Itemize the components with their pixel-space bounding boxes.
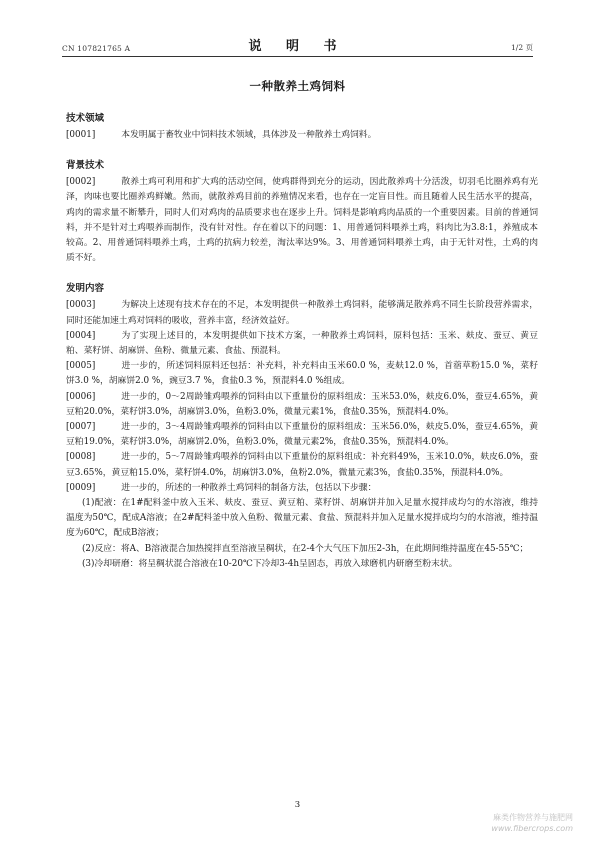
document-type-title: 说 明 书 xyxy=(248,39,347,54)
paragraph-text: 进一步的，3～4周龄雏鸡喂养的饲料由以下重量份的原料组成：玉米56.0%，麸皮5.0%，蚕豆4.65%，黄豆粕19.0%，菜籽饼3.0%，胡麻饼2.0%，鱼粉3.0%，微量元素2%，食盐0.35%，预混料4.0%。 xyxy=(66,422,538,448)
page-number: 3 xyxy=(294,800,301,810)
patent-number: CN 107821765 A xyxy=(62,44,131,53)
paragraph-0003 xyxy=(66,298,538,328)
section-heading-background: 背景技术 xyxy=(66,160,105,172)
paragraph-text: 进一步的，所述的一种散养土鸡饲料的制备方法，包括以下步骤： xyxy=(121,482,377,493)
paragraph-text: 进一步的，5～7周龄雏鸡喂养的饲料由以下重量份的原料组成：补充料49%，玉米10.0%，麸皮6.0%，蚕豆3.65%，黄豆粕15.0%，菜籽饼4.0%，胡麻饼3.0%，鱼粉2.0%，微量元素3%，食盐0.35%，预混料4.0%。 xyxy=(66,452,538,478)
paragraph-number: [0008] xyxy=(66,452,96,463)
preparation-step-3: (3)冷却研磨：将呈稠状混合溶液在10-20℃下冷却3-4h呈固态，再放入球磨机内研磨至粉末状。 xyxy=(82,558,458,569)
watermark-url: www.fibercrops.com xyxy=(491,824,573,833)
page-indicator: 1/2 页 xyxy=(511,43,533,52)
preparation-step-2: (2)反应：将A、B溶液混合加热搅拌直至溶液呈稠状，在2-4个大气压下加压2-3h，在此期间维持温度在45-55℃； xyxy=(82,543,529,554)
paragraph-text: 进一步的，0～2周龄雏鸡喂养的饲料由以下重量份的原料组成：玉米53.0%，麸皮6.0%，蚕豆4.65%，黄豆粕20.0%，菜籽饼3.0%，胡麻饼3.0%，鱼粉3.0%，微量元素1%，食盐0.35%，预混料4.0%。 xyxy=(66,391,538,417)
paragraph-number: [0004] xyxy=(66,330,96,341)
preparation-step-1: (1)配液：在1#配料釜中放入玉米、麸皮、蚕豆、黄豆粕、菜籽饼、胡麻饼并加入足量水搅拌成均匀的水溶液，维持温度为50℃，配成A溶液；在2#配料釜中放入鱼粉、微量元素、食盐、预混料并加入足量水搅拌成均匀的水溶液，维持温度为60℃，配成B溶液； xyxy=(66,498,538,539)
paragraph-number: [0003] xyxy=(66,300,96,311)
paragraph-0009 xyxy=(66,481,538,496)
paragraph-text: 散养土鸡可利用和扩大鸡的活动空间，使鸡群得到充分的运动，因此散养鸡十分活泼，切羽毛比圈养鸡有光泽，肉味也要比圈养鸡鲜嫩。然而，就散养鸡目前的养殖情况来看，也存在一定盲目性。而且随着人民生活水平的提高，鸡肉的需求量不断攀升，同时人们对鸡肉的品质要求也在逐步上升。饲料是影响鸡肉品质的一个重要因素。目前的普通饲料，并不是针对土鸡喂养而制作，没有针对性。存在着以下的问题：1、用普通饲料喂养土鸡，料肉比为3.8:1，养殖成本较高。2、用普通饲料喂养土鸡，土鸡的抗病力较差，淘汰率达9%。3、用普通饲料喂养土鸡，由于无针对性，土鸡的肉质不好。 xyxy=(66,177,538,264)
document-title: 一种散养土鸡饲料 xyxy=(249,79,346,93)
paragraph-0001 xyxy=(66,128,538,143)
paragraph-0002 xyxy=(66,175,538,266)
paragraph-text: 为解决上述现有技术存在的不足，本发明提供一种散养土鸡饲料，能够满足散养鸡不同生长阶段营养需求，同时还能加速土鸡对饲料的吸收，营养丰富，经济效益好。 xyxy=(66,300,538,326)
watermark-site-name: 麻类作物营养与施肥网 xyxy=(493,813,573,822)
section-heading-tech-field: 技术领域 xyxy=(66,113,105,124)
paragraph-text: 进一步的，所述饲料原料还包括：补充料，补充料由玉米60.0 %，麦麸12.0 %，首蓿草粉15.0 %，菜籽饼3.0 %，胡麻饼2.0 %，豌豆3.7 %，食盐0.3 %，预混料4.0 %组成。 xyxy=(66,361,538,387)
paragraph-0004 xyxy=(66,329,538,359)
paragraph-text: 为了实现上述目的，本发明提供如下技术方案，一种散养土鸡饲料，原料包括：玉米、麸皮、蚕豆、黄豆粕、菜籽饼、胡麻饼、鱼粉、微量元素、食盐、预混料。 xyxy=(66,330,538,357)
document-body xyxy=(66,110,538,572)
paragraph-0005 xyxy=(66,359,538,389)
paragraph-0006 xyxy=(66,390,538,420)
page-header xyxy=(62,36,533,57)
section-heading-invention: 发明内容 xyxy=(66,283,105,295)
paragraph-number: [0001] xyxy=(66,130,96,140)
paragraph-number: [0002] xyxy=(66,177,96,188)
paragraph-number: [0009] xyxy=(66,482,96,493)
paragraph-number: [0006] xyxy=(66,391,96,402)
paragraph-text: 本发明属于畜牧业中饲料技术领域，具体涉及一种散养土鸡饲料。 xyxy=(121,130,377,140)
paragraph-0007 xyxy=(66,420,538,450)
paragraph-number: [0005] xyxy=(66,361,96,372)
paragraph-0008 xyxy=(66,450,538,480)
paragraph-number: [0007] xyxy=(66,422,96,433)
